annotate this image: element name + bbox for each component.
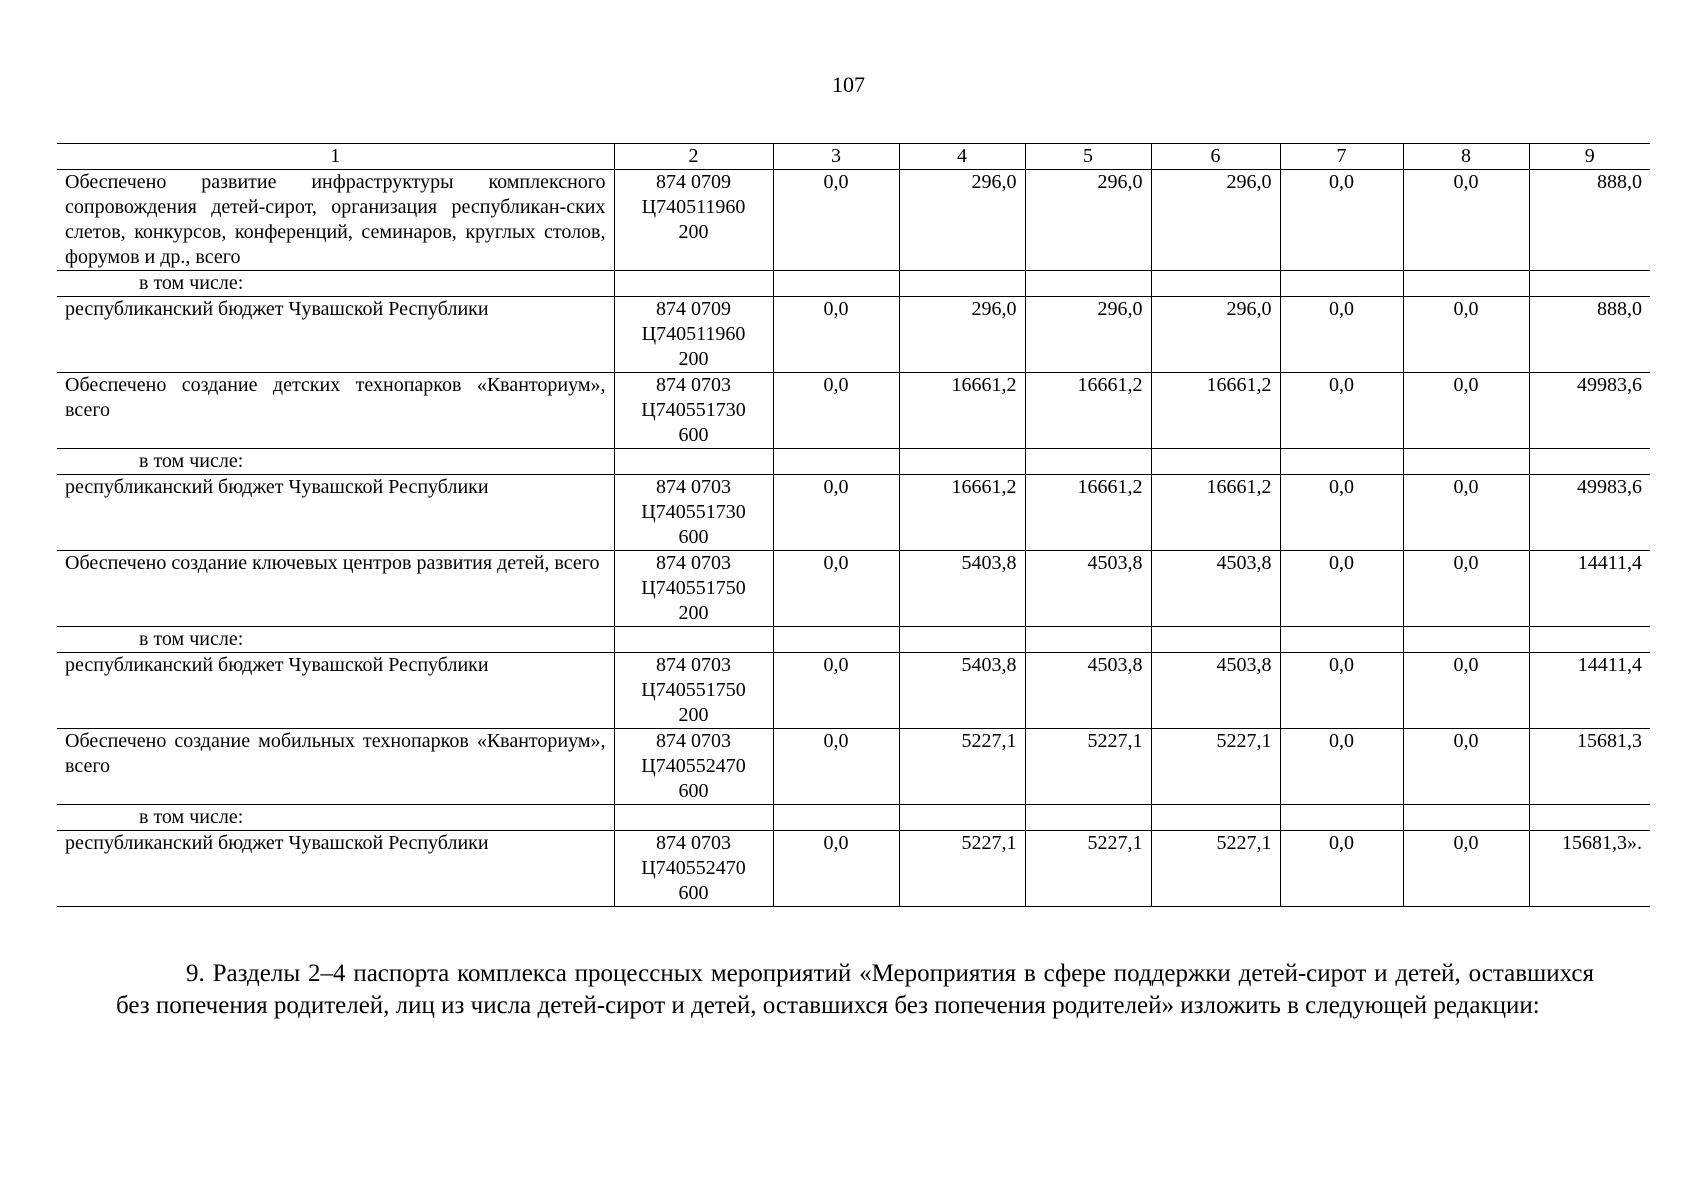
value-cell-col-3: 0,0 bbox=[773, 729, 899, 805]
budget-code-line: 874 0709 bbox=[656, 298, 731, 320]
value-cell-col-6: 16661,2 bbox=[1151, 373, 1280, 449]
table-row bbox=[57, 729, 1650, 805]
budget-code-line: 600 bbox=[678, 526, 709, 548]
value-cell-col-7: 0,0 bbox=[1280, 297, 1403, 373]
value-cell-col-6: 4503,8 bbox=[1151, 551, 1280, 627]
budget-code-line: Ц740551750 bbox=[641, 577, 746, 599]
budget-code-cell bbox=[614, 551, 773, 627]
value-cell-col-9 bbox=[1529, 271, 1650, 297]
value-cell-col-7: 0,0 bbox=[1280, 729, 1403, 805]
value-cell-col-6: 4503,8 bbox=[1151, 653, 1280, 729]
row-name-cell: в том числе: bbox=[57, 805, 614, 831]
value-cell-col-5 bbox=[1025, 271, 1151, 297]
value-cell-col-4: 5227,1 bbox=[899, 729, 1025, 805]
row-name-cell: Обеспечено создание мобильных технопарков «Кванториум», всего bbox=[57, 729, 614, 805]
value-cell-col-7: 0,0 bbox=[1280, 373, 1403, 449]
budget-code-cell bbox=[614, 373, 773, 449]
budget-code-cell bbox=[614, 297, 773, 373]
column-header: 7 bbox=[1280, 144, 1403, 170]
value-cell-col-3: 0,0 bbox=[773, 653, 899, 729]
row-name-cell: республиканский бюджет Чувашской Республики bbox=[57, 297, 614, 373]
column-header: 2 bbox=[614, 144, 773, 170]
value-cell-col-9: 14411,4 bbox=[1529, 551, 1650, 627]
value-cell-col-5: 296,0 bbox=[1025, 170, 1151, 271]
subtotal-label-row bbox=[57, 449, 1650, 475]
budget-code-line: Ц740551730 bbox=[641, 501, 746, 523]
value-cell-col-4 bbox=[899, 805, 1025, 831]
value-cell-col-4: 16661,2 bbox=[899, 373, 1025, 449]
budget-code-line: 874 0709 bbox=[656, 171, 731, 193]
value-cell-col-9: 49983,6 bbox=[1529, 373, 1650, 449]
column-header: 6 bbox=[1151, 144, 1280, 170]
value-cell-col-7: 0,0 bbox=[1280, 551, 1403, 627]
value-cell-col-4 bbox=[899, 627, 1025, 653]
table-header-row bbox=[57, 144, 1650, 170]
value-cell-col-7: 0,0 bbox=[1280, 170, 1403, 271]
value-cell-col-4: 5227,1 bbox=[899, 831, 1025, 907]
value-cell-col-9 bbox=[1529, 449, 1650, 475]
value-cell-col-5: 4503,8 bbox=[1025, 551, 1151, 627]
value-cell-col-9: 15681,3». bbox=[1529, 831, 1650, 907]
value-cell-col-4: 296,0 bbox=[899, 170, 1025, 271]
value-cell-col-7 bbox=[1280, 805, 1403, 831]
row-name-cell: республиканский бюджет Чувашской Республики bbox=[57, 653, 614, 729]
budget-code-cell bbox=[614, 653, 773, 729]
value-cell-col-8: 0,0 bbox=[1403, 653, 1529, 729]
budget-code-cell bbox=[614, 271, 773, 297]
table-row bbox=[57, 170, 1650, 271]
value-cell-col-3 bbox=[773, 271, 899, 297]
value-cell-col-8: 0,0 bbox=[1403, 729, 1529, 805]
budget-code-line: Ц740511960 bbox=[641, 323, 746, 345]
table-row bbox=[57, 653, 1650, 729]
value-cell-col-6: 296,0 bbox=[1151, 297, 1280, 373]
value-cell-col-8 bbox=[1403, 627, 1529, 653]
value-cell-col-8: 0,0 bbox=[1403, 831, 1529, 907]
value-cell-col-4 bbox=[899, 271, 1025, 297]
budget-code-line: Ц740551750 bbox=[641, 679, 746, 701]
value-cell-col-8: 0,0 bbox=[1403, 297, 1529, 373]
value-cell-col-4: 296,0 bbox=[899, 297, 1025, 373]
row-name-cell: Обеспечено развитие инфраструктуры комплексного сопровождения детей-сирот, организация республикан-ских слетов, конкурсов, конференций, семинаров, круглых столов, форумов и др., всего bbox=[57, 170, 614, 271]
row-name-cell: в том числе: bbox=[57, 627, 614, 653]
budget-code-line: 874 0703 bbox=[656, 476, 731, 498]
budget-code-cell bbox=[614, 627, 773, 653]
value-cell-col-8: 0,0 bbox=[1403, 475, 1529, 551]
value-cell-col-6: 296,0 bbox=[1151, 170, 1280, 271]
budget-table bbox=[57, 143, 1650, 907]
value-cell-col-3: 0,0 bbox=[773, 831, 899, 907]
budget-code-cell bbox=[614, 805, 773, 831]
value-cell-col-3 bbox=[773, 449, 899, 475]
value-cell-col-6 bbox=[1151, 627, 1280, 653]
page-number: 107 bbox=[832, 72, 865, 97]
budget-code-line: 200 bbox=[678, 348, 709, 370]
value-cell-col-7: 0,0 bbox=[1280, 475, 1403, 551]
table-row bbox=[57, 297, 1650, 373]
value-cell-col-5 bbox=[1025, 627, 1151, 653]
column-header: 9 bbox=[1529, 144, 1650, 170]
row-name-cell: в том числе: bbox=[57, 449, 614, 475]
value-cell-col-5 bbox=[1025, 449, 1151, 475]
row-name-cell: Обеспечено создание детских технопарков «Кванториум», всего bbox=[57, 373, 614, 449]
value-cell-col-8 bbox=[1403, 449, 1529, 475]
budget-code-line: Ц740511960 bbox=[641, 196, 746, 218]
budget-code-line: Ц740552470 bbox=[641, 857, 746, 879]
budget-code-line: Ц740552470 bbox=[641, 755, 746, 777]
row-name-cell: республиканский бюджет Чувашской Республики bbox=[57, 475, 614, 551]
value-cell-col-9: 49983,6 bbox=[1529, 475, 1650, 551]
row-name-cell: Обеспечено создание ключевых центров развития детей, всего bbox=[57, 551, 614, 627]
table-body bbox=[57, 170, 1650, 907]
budget-code-line: 600 bbox=[678, 882, 709, 904]
value-cell-col-5: 4503,8 bbox=[1025, 653, 1151, 729]
budget-code-line: 874 0703 bbox=[656, 832, 731, 854]
value-cell-col-7 bbox=[1280, 449, 1403, 475]
value-cell-col-9: 888,0 bbox=[1529, 170, 1650, 271]
value-cell-col-7 bbox=[1280, 627, 1403, 653]
table-row bbox=[57, 551, 1650, 627]
value-cell-col-5: 296,0 bbox=[1025, 297, 1151, 373]
value-cell-col-5: 5227,1 bbox=[1025, 729, 1151, 805]
value-cell-col-3 bbox=[773, 627, 899, 653]
value-cell-col-6: 16661,2 bbox=[1151, 475, 1280, 551]
budget-code-cell bbox=[614, 170, 773, 271]
subtotal-label-row bbox=[57, 805, 1650, 831]
value-cell-col-5 bbox=[1025, 805, 1151, 831]
value-cell-col-6 bbox=[1151, 805, 1280, 831]
value-cell-col-6 bbox=[1151, 271, 1280, 297]
value-cell-col-8: 0,0 bbox=[1403, 170, 1529, 271]
table-row bbox=[57, 475, 1650, 551]
subtotal-label-row bbox=[57, 271, 1650, 297]
budget-code-line: 200 bbox=[678, 221, 709, 243]
budget-code-cell bbox=[614, 475, 773, 551]
table-row bbox=[57, 373, 1650, 449]
value-cell-col-9: 888,0 bbox=[1529, 297, 1650, 373]
budget-code-line: 200 bbox=[678, 704, 709, 726]
budget-code-line: 600 bbox=[678, 424, 709, 446]
value-cell-col-4: 5403,8 bbox=[899, 551, 1025, 627]
value-cell-col-7: 0,0 bbox=[1280, 831, 1403, 907]
value-cell-col-9 bbox=[1529, 627, 1650, 653]
value-cell-col-8: 0,0 bbox=[1403, 551, 1529, 627]
value-cell-col-9 bbox=[1529, 805, 1650, 831]
value-cell-col-4: 5403,8 bbox=[899, 653, 1025, 729]
budget-code-line: 874 0703 bbox=[656, 552, 731, 574]
budget-code-line: 600 bbox=[678, 780, 709, 802]
budget-code-line: 874 0703 bbox=[656, 654, 731, 676]
value-cell-col-3 bbox=[773, 805, 899, 831]
value-cell-col-9: 15681,3 bbox=[1529, 729, 1650, 805]
row-name-cell: в том числе: bbox=[57, 271, 614, 297]
budget-code-cell bbox=[614, 831, 773, 907]
row-name-cell: республиканский бюджет Чувашской Республики bbox=[57, 831, 614, 907]
value-cell-col-3: 0,0 bbox=[773, 373, 899, 449]
value-cell-col-8 bbox=[1403, 805, 1529, 831]
value-cell-col-5: 16661,2 bbox=[1025, 373, 1151, 449]
value-cell-col-7: 0,0 bbox=[1280, 653, 1403, 729]
value-cell-col-7 bbox=[1280, 271, 1403, 297]
column-header: 3 bbox=[773, 144, 899, 170]
budget-code-line: 874 0703 bbox=[656, 730, 731, 752]
value-cell-col-6: 5227,1 bbox=[1151, 831, 1280, 907]
column-header: 8 bbox=[1403, 144, 1529, 170]
value-cell-col-6: 5227,1 bbox=[1151, 729, 1280, 805]
budget-code-cell bbox=[614, 729, 773, 805]
budget-code-line: 200 bbox=[678, 602, 709, 624]
value-cell-col-3: 0,0 bbox=[773, 170, 899, 271]
value-cell-col-9: 14411,4 bbox=[1529, 653, 1650, 729]
value-cell-col-5: 16661,2 bbox=[1025, 475, 1151, 551]
value-cell-col-8: 0,0 bbox=[1403, 373, 1529, 449]
column-header: 1 bbox=[57, 144, 614, 170]
value-cell-col-3: 0,0 bbox=[773, 475, 899, 551]
column-header: 4 bbox=[899, 144, 1025, 170]
value-cell-col-4: 16661,2 bbox=[899, 475, 1025, 551]
value-cell-col-6 bbox=[1151, 449, 1280, 475]
value-cell-col-5: 5227,1 bbox=[1025, 831, 1151, 907]
body-paragraph: 9. Разделы 2–4 паспорта комплекса процессных мероприятий «Мероприятия в сфере поддержки детей-сирот и детей, оставшихся без попечения родителей, лиц из числа детей-сирот и детей, оставшихся без попечения родителей» изложить в следующей редакции: bbox=[116, 960, 1594, 1019]
budget-code-cell bbox=[614, 449, 773, 475]
budget-code-line: 874 0703 bbox=[656, 374, 731, 396]
value-cell-col-3: 0,0 bbox=[773, 297, 899, 373]
value-cell-col-8 bbox=[1403, 271, 1529, 297]
subtotal-label-row bbox=[57, 627, 1650, 653]
column-header: 5 bbox=[1025, 144, 1151, 170]
value-cell-col-4 bbox=[899, 449, 1025, 475]
budget-code-line: Ц740551730 bbox=[641, 399, 746, 421]
value-cell-col-3: 0,0 bbox=[773, 551, 899, 627]
table-row bbox=[57, 831, 1650, 907]
